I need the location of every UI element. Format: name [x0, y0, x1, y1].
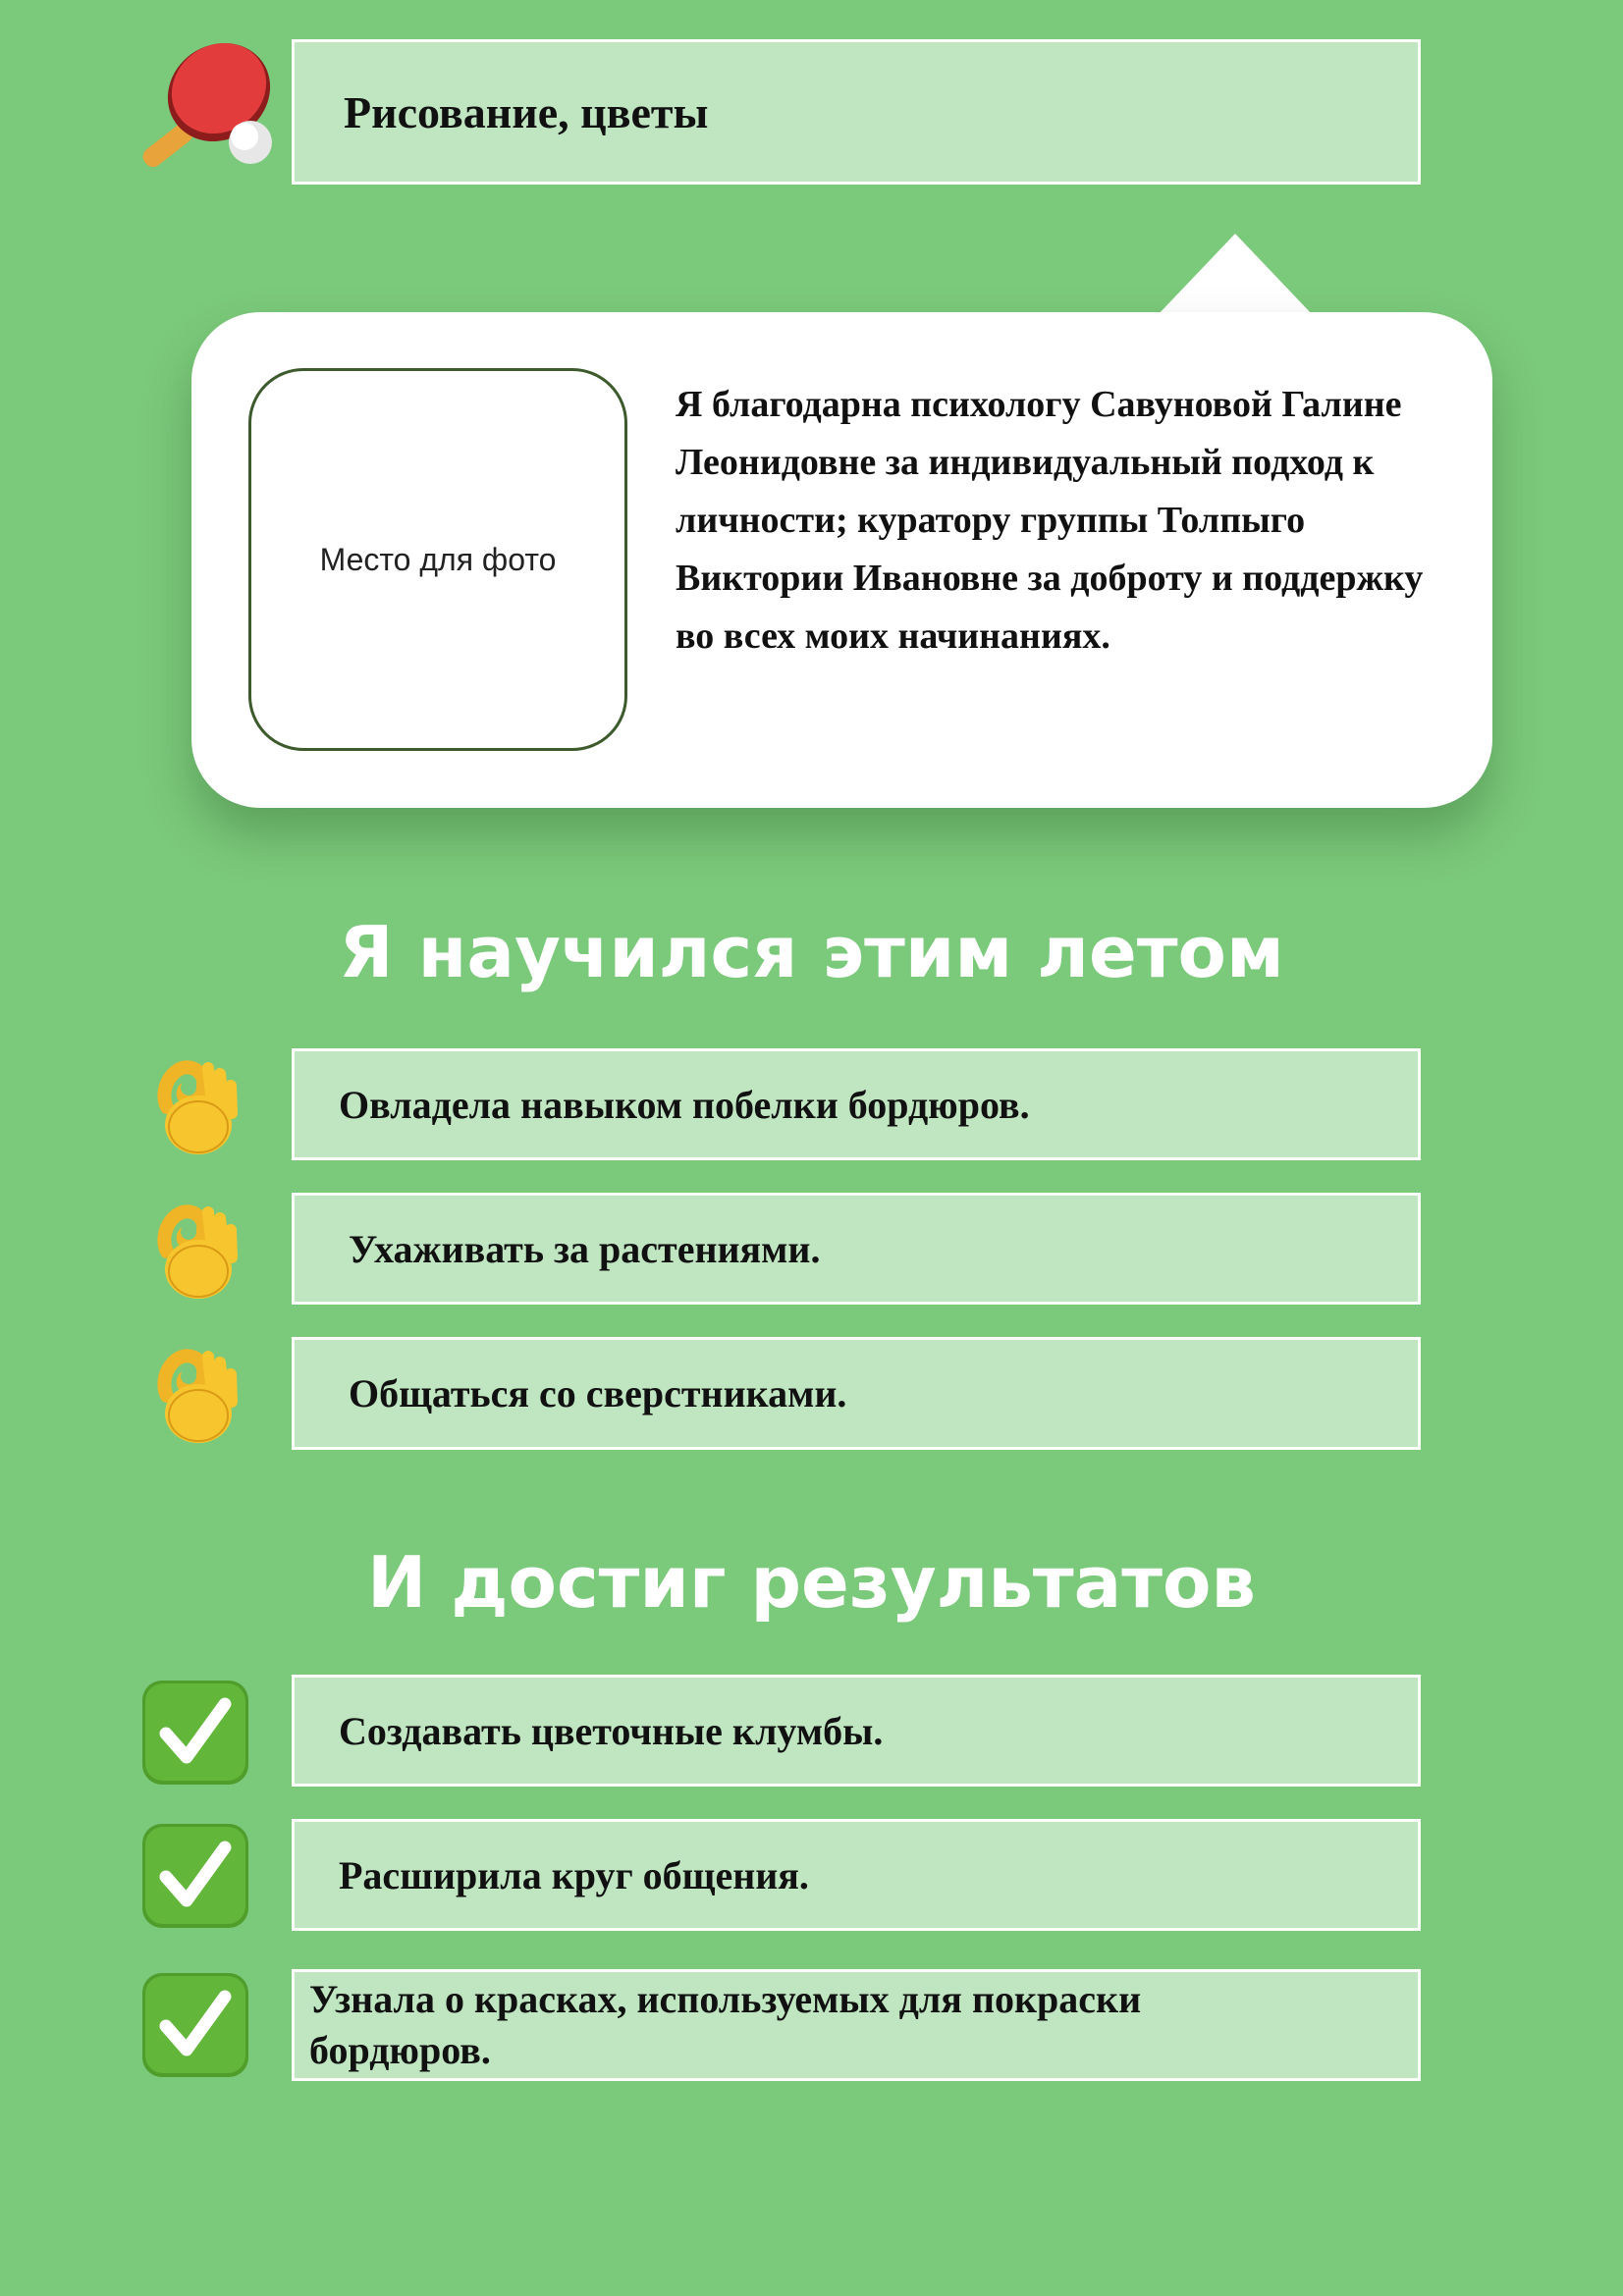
check-mark-button-icon — [140, 1679, 250, 1787]
photo-placeholder[interactable] — [248, 368, 627, 751]
result-item — [292, 1675, 1421, 1787]
hobby-title-box — [292, 39, 1421, 185]
result-item-text: Узнала о красках, используемых для покраски бордюров. — [309, 1977, 1142, 2072]
learned-item-text: Ухаживать за растениями. — [349, 1226, 821, 1271]
gratitude-callout — [191, 312, 1492, 808]
hobby-title: Рисование, цветы — [344, 86, 709, 137]
photo-placeholder-label: Место для фото — [319, 541, 557, 577]
learned-item-text: Общаться со сверстниками. — [349, 1371, 847, 1415]
check-mark-button-icon — [140, 1971, 250, 2079]
ok-hand-icon — [147, 1337, 241, 1450]
learned-item — [292, 1193, 1421, 1305]
result-item — [292, 1819, 1421, 1931]
results-section-title: И достиг результатов — [367, 1541, 1256, 1624]
callout-tail — [1157, 234, 1314, 316]
result-item-text: Создавать цветочные клумбы. — [339, 1708, 884, 1753]
result-item-text: Расширила круг общения. — [339, 1852, 809, 1897]
ok-hand-icon — [147, 1048, 241, 1161]
gratitude-text: Я благодарна психологу Савуновой Галине Леонидовне за индивидуальный подход к личности; куратору группы Толпыго Виктории Ивановне за доброту и поддержку во всех моих начинаниях. — [676, 384, 1424, 657]
check-mark-button-icon — [140, 1822, 250, 1930]
ping-pong-icon — [135, 41, 293, 179]
result-item — [292, 1969, 1421, 2081]
learned-item-text: Овладела навыком побелки бордюров. — [339, 1082, 1030, 1127]
learned-item — [292, 1337, 1421, 1450]
learned-item — [292, 1048, 1421, 1160]
ok-hand-icon — [147, 1193, 241, 1306]
learned-section-title: Я научился этим летом — [339, 911, 1284, 993]
